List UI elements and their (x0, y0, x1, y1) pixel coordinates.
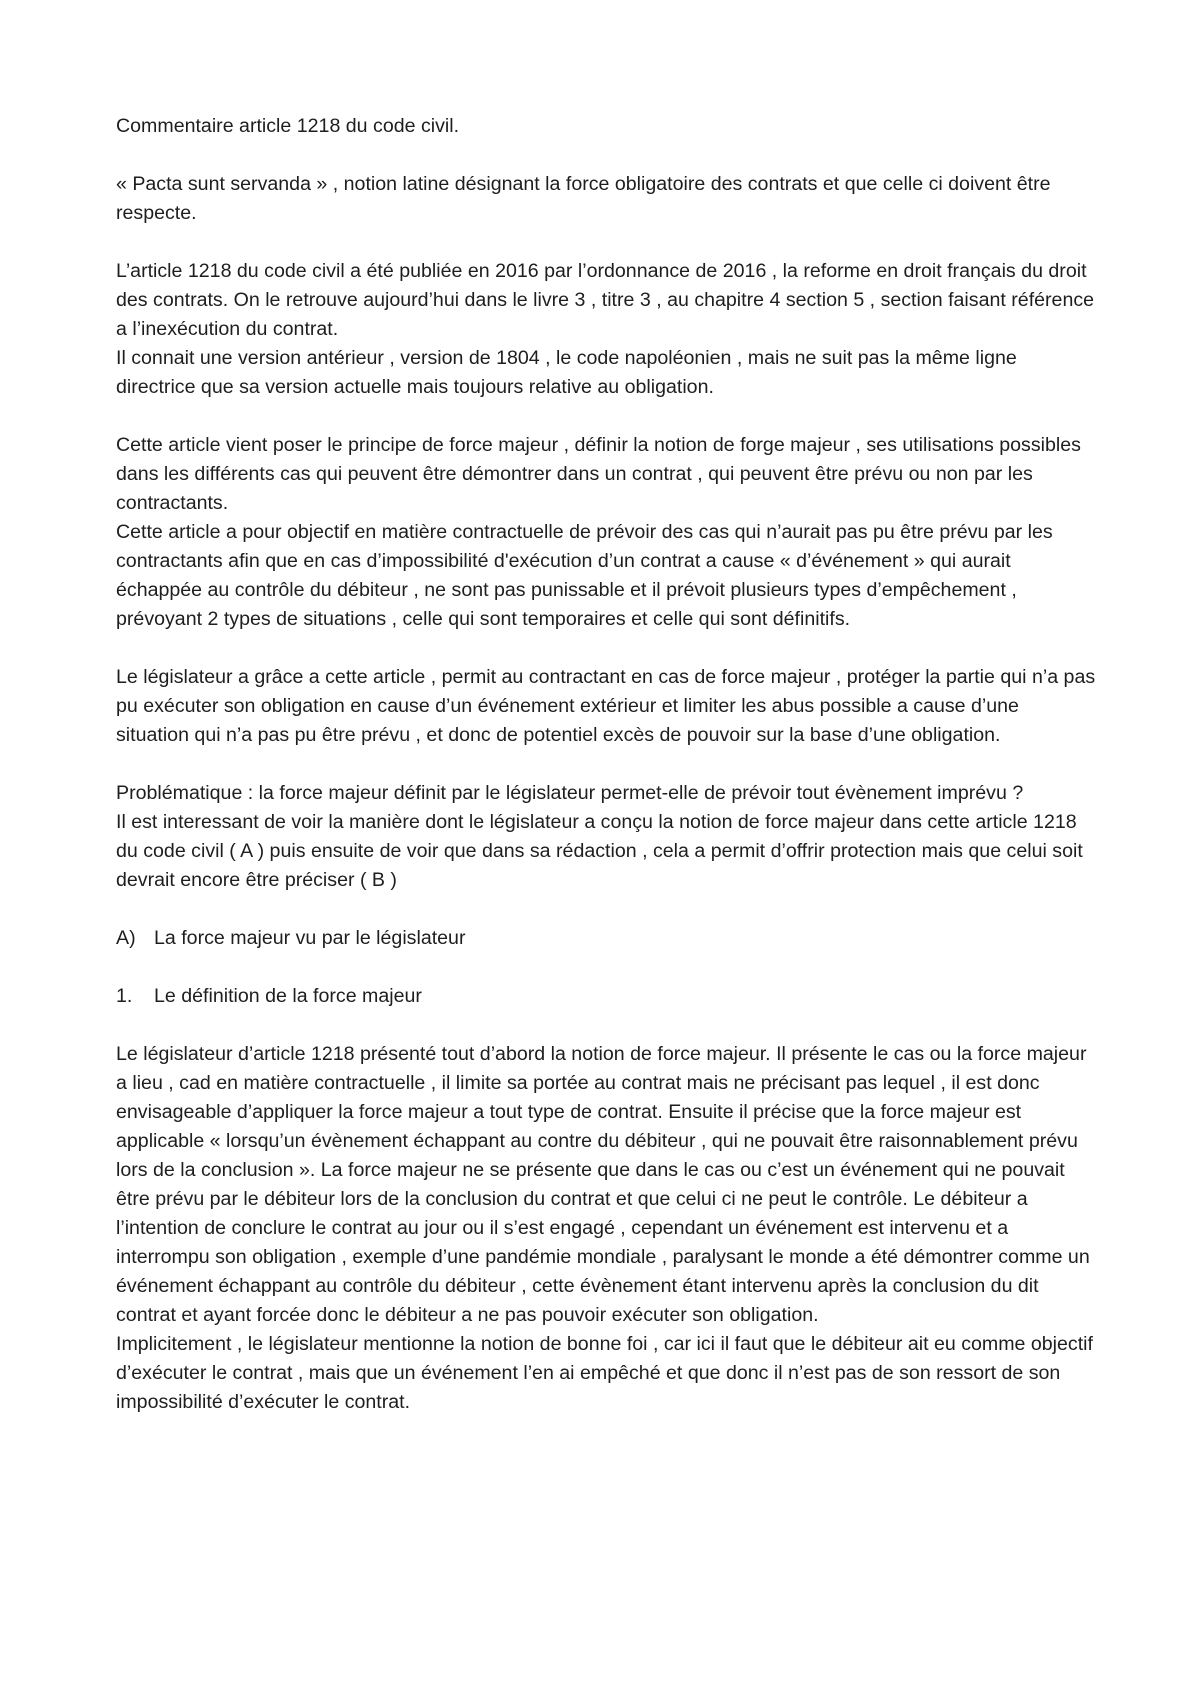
section-a-heading (116, 924, 1096, 953)
section-a-label: La force majeur vu par le législateur (154, 927, 466, 949)
context-paragraph-2: Il connait une version antérieur , version de 1804 , le code napoléonien , mais ne suit pas la même ligne directrice que sa version actuelle mais toujours relative au obligation. (116, 347, 1017, 398)
document-page (116, 112, 1096, 1446)
subsection-1-label: Le définition de la force majeur (154, 985, 422, 1007)
document-title: Commentaire article 1218 du code civil. (116, 115, 460, 137)
plan-paragraph: Il est interessant de voir la manière dont le législateur a conçu la notion de force majeur dans cette article 1218 du code civil ( A ) puis ensuite de voir que dans sa rédaction , cela a permit d’offrir protection mais que celui soit devrait encore être préciser ( B ) (116, 811, 1083, 891)
subsection-1-marker: 1. (116, 985, 133, 1007)
purpose-paragraph-2: Cette article a pour objectif en matière contractuelle de prévoir des cas qui n’aurait pas pu être prévu par les contractants afin que en cas d’impossibilité d'exécution d’un contrat a cause « d’événement » qui aurait échappée au contrôle du débiteur , ne sont pas punissable et il prévoit plusieurs types d’empêchement , prévoyant 2 types de situations , celle qui sont temporaires et celle qui sont définitifs. (116, 521, 1053, 630)
intro-paragraph: « Pacta sunt servanda » , notion latine désignant la force obligatoire des contrats et que celle ci doivent être respecte. (116, 173, 1051, 224)
section-a-marker: A) (116, 927, 136, 949)
body-paragraph-1: Le législateur d’article 1218 présenté tout d’abord la notion de force majeur. Il présente le cas ou la force majeur a lieu , cad en matière contractuelle , il limite sa portée au contrat mais ne précisant pas lequel , il est donc envisageable d’appliquer la force majeur a tout type de contrat. Ensuite il précise que la force majeur est applicable « lorsqu’un évènement échappant au contre du débiteur , qui ne pouvait être raisonnablement prévu lors de la conclusion ». La force majeur ne se présente que dans le cas ou c’est un événement qui ne pouvait être prévu par le débiteur lors de la conclusion du contrat et que celui ci ne peut le contrôle. Le débiteur a l’intention de conclure le contrat au jour ou il s’est engagé , cependant un événement est intervenu et a interrompu son obligation , exemple d’une pandémie mondiale , paralysant le monde a été démontrer comme un événement échappant au contrôle du débiteur , cette évènement étant intervenu après la conclusion du dit contrat et ayant forcée donc le débiteur a ne pas pouvoir exécuter son obligation. (116, 1043, 1090, 1326)
context-paragraph-1: L’article 1218 du code civil a été publiée en 2016 par l’ordonnance de 2016 , la reforme en droit français du droit des contrats. On le retrouve aujourd’hui dans le livre 3 , titre 3 , au chapitre 4 section 5 , section faisant référence a l’inexécution du contrat. (116, 260, 1095, 340)
subsection-1-heading (116, 982, 1096, 1011)
body-paragraph-2: Implicitement , le législateur mentionne la notion de bonne foi , car ici il faut que le débiteur ait eu comme objectif d’exécuter le contrat , mais que un événement l’en ai empêché et que donc il n’est pas de son ressort de son impossibilité d’exécuter le contrat. (116, 1333, 1093, 1413)
legislator-paragraph: Le législateur a grâce a cette article , permit au contractant en cas de force majeur , protéger la partie qui n’a pas pu exécuter son obligation en cause d’un événement extérieur et limiter les abus possible a cause d’une situation qui n’a pas pu être prévu , et donc de potentiel excès de pouvoir sur la base d’une obligation. (116, 666, 1096, 746)
purpose-paragraph-1: Cette article vient poser le principe de force majeur , définir la notion de forge majeur , ses utilisations possibles dans les différents cas qui peuvent être démontrer dans un contrat , qui peuvent être prévu ou non par les contractants. (116, 434, 1081, 514)
problematique-paragraph: Problématique : la force majeur définit par le législateur permet-elle de prévoir tout évènement imprévu ? (116, 782, 1024, 804)
